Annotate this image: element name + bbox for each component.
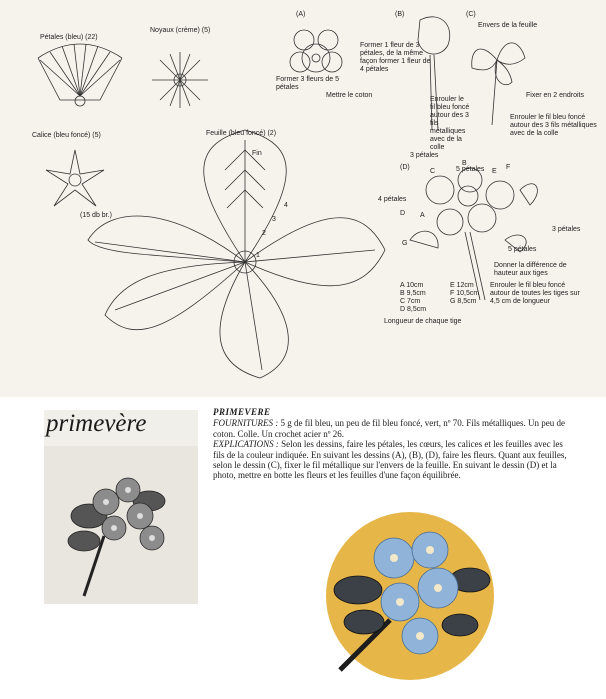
step-a-cotton-note: Mettre le coton [326,92,373,99]
d-letter-b: B [462,160,467,167]
lengths-right [450,282,479,306]
d-letter-e: E [492,168,497,175]
core-star-icon [152,52,208,108]
step-b-wrap-note: Enrouler le fil bleu foncé autour des 3 fils métalliques avec de la colle [430,96,470,151]
step-b-note: Former 1 fleur de 3 pétales, de la même façon former 1 fleur de 4 pétales [360,42,431,73]
calyx-star-icon [46,150,104,206]
d-letter-f: F [506,164,511,171]
photo-title: primevère [46,410,147,437]
row-number-3: 3 [272,216,276,223]
row-number-2: 2 [262,230,266,237]
step-b-label: (B) [395,11,405,18]
d-letter-d: D [400,210,406,217]
step-a-label: (A) [296,11,306,18]
instructions-body: Selon les dessins, faire les pétales, les cœurs, les calices et les feuilles avec les fils de la couleur indiquée. En suivant les dessins (A), (B), (D), faire les fleurs. Quant aux feuilles, selon le dessin (C), fixer le fil métallique sur l'envers de la feuille. En suivant le dessin (D) et la photo, mettre en botte les fleurs et les feuilles d'une façon équilibrée. [213,439,567,481]
step-c-wrap-note: Enrouler le fil bleu foncé autour des 3 fils métalliques avec de la colle [510,114,597,137]
d-letter-a: A [420,212,425,219]
leaf-rosette-icon [88,130,385,378]
d-3-petals-top: 3 pétales [410,152,439,159]
bouquet-d-icon [410,168,537,300]
row-number-1: 1 [256,252,260,259]
length-f: F 10,5cm [450,290,480,297]
flower-a-icon [290,30,342,72]
lengths-caption: Longueur de chaque tige [384,318,462,325]
step-a-note: Former 3 fleurs de 5 pétales [276,76,340,91]
leaf-c-icon [472,43,525,125]
calyx-label: Calice (bleu foncé) (5) [32,132,101,139]
instructions-label: EXPLICATIONS : [213,439,279,450]
instructions-paragraph [213,439,575,481]
length-g: G 8,5cm [450,298,477,305]
length-d: D 8,5cm [400,306,427,313]
supplies-paragraph [213,418,575,439]
instructions-text [213,407,575,481]
d-5-petals-bottom: 5 pétales [508,246,537,253]
d-3-petals-right: 3 pétales [552,226,581,233]
calyx-note: (15 db br.) [80,212,112,219]
length-c: C 7cm [400,298,421,305]
d-4-petals: 4 pétales [378,196,407,203]
leaf-end-label: Fin [252,150,262,157]
step-d-label: (D) [400,164,410,171]
d-height-note: Donner la différence de hauteur aux tiges [494,262,567,277]
length-a: A 10cm [400,282,424,289]
d-letter-g: G [402,240,408,247]
d-letter-c: C [430,168,436,175]
step-c-title: Envers de la feuille [478,22,538,29]
row-number-4: 4 [284,202,288,209]
length-b: B 9,5cm [400,290,426,297]
petals-label: Pétales (bleu) (22) [40,34,98,41]
length-e: E 12cm [450,282,474,289]
leaf-label: Feuille (bleu foncé) (2) [206,130,277,137]
lengths-left [400,282,426,314]
bw-bouquet-image [44,446,198,604]
bw-photo [44,410,198,604]
step-c-fix-note: Fixer en 2 endroits [526,92,584,99]
cores-label: Noyaux (crème) (5) [150,27,211,34]
supplies-label: FOURNITURES : [213,418,279,429]
supplies-text: 5 g de fil bleu, un peu de fil bleu foncé, vert, nº 70. Fils métalliques. Un peu de coton. Colle. Un crochet acier nº 26. [213,418,565,439]
step-c-label: (C) [466,11,476,18]
article-heading: PRIMEVERE [213,407,271,417]
color-bouquet-image [320,510,500,682]
d-5-petals-top: 5 pétales [456,166,485,173]
d-wrap-note: Enrouler le fil bleu foncé autour de toutes les tiges sur 4,5 cm de longueur [490,282,580,305]
petal-fan-icon [38,44,122,106]
